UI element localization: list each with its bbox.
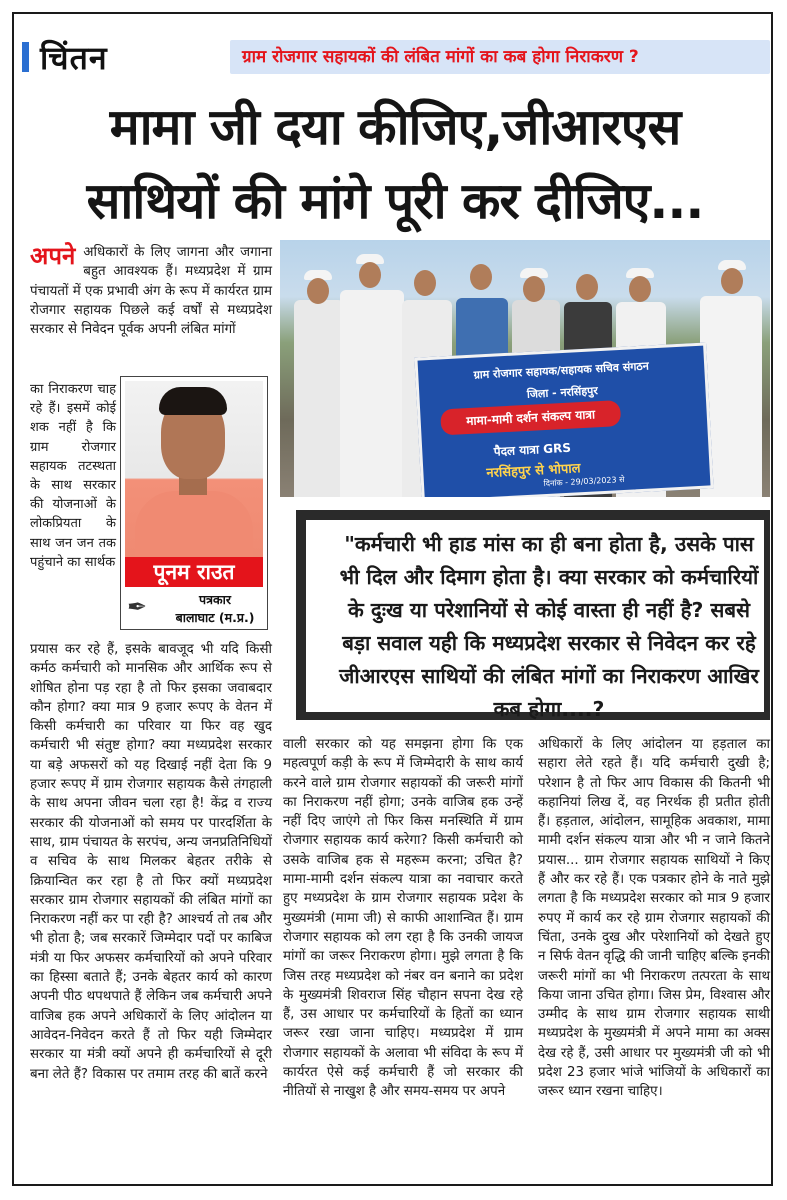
- banner-line-5: नरसिंहपुर से भोपाल: [486, 461, 581, 482]
- author-box: [120, 376, 268, 630]
- article-narrow-column: का निराकरण चाह रहे हैं। इसमें कोई शक नहीं है कि ग्राम रोजगार सहायक तटस्थता के साथ सरकार की योजनाओं के लोकप्रियता के साथ जन जन तक पहुंचाने का सार्थक: [30, 382, 116, 570]
- lead-text: अधिकारों के लिए जागना और जगाना बहुत आवश्यक हैं। मध्यप्रदेश में ग्राम पंचायतों में एक प्रभावी अंग के रूप में कार्यरत ग्राम रोजगार सहायक पिछले कई वर्षों से मध्यप्रदेश सरकार से निवेदन पूर्वक अपनी लंबित मांगों: [30, 245, 272, 338]
- pull-quote: "कर्मचारी भी हाड मांस का ही बना होता है, उसके पास भी दिल और दिमाग होता है। क्या सरकार को कर्मचारियों के दुःख या परेशानियों से कोई वास्ता ही नहीं है? सबसे बड़ा सवाल यही कि मध्यप्रदेश सरकार से निवेदन कर रहे जीआरएस साथियों की लंबित मांगों का निराकरण आखिर कब होगा....?: [339, 532, 759, 721]
- article-lead: [30, 243, 272, 339]
- author-place: बालाघाट (म.प्र.): [175, 610, 255, 625]
- author-name: पूनम राउत: [125, 557, 263, 587]
- banner-line-6: दिनांक - 29/03/2023 से: [543, 474, 625, 489]
- headline-line-1: मामा जी दया कीजिए,जीआरएस: [109, 98, 681, 156]
- drop-word: अपने: [30, 242, 76, 270]
- rally-photo: [280, 240, 770, 497]
- banner-line-4: पैदल यात्रा GRS: [493, 440, 572, 459]
- rally-banner: [414, 342, 713, 497]
- kicker-text: ग्राम रोजगार सहायकों की लंबित मांगों का कब होगा निराकरण ?: [242, 47, 639, 67]
- headline-line-2: साथियों की मांगे पूरी कर दीजिए...: [86, 172, 704, 230]
- article-left-column: प्रयास कर रहे हैं, इसके बावजूद भी यदि किसी कर्मठ कर्मचारी को मानसिक और आर्थिक रूप से शोषित होना पड़ रहा है तो फिर इसका जवाबदार कौन होगा? क्या मात्र 9 हजार रूपए के वेतन में किसी कर्मचारी का परिवार या फिर वह खुद कर्मचारी भी संतुष्ट होगा? क्या मध्यप्रदेश सरकार या बड़े अफसरों को यह दिखाई नहीं देता कि 9 हजार रूपए में ग्राम रोजगार सहायक कैसे तंगहाली के साथ अपना जीवन चला रहा है! केंद्र व राज्य सरकार की योजनाओं को समय पर पारदर्शिता के साथ, ग्राम पंचायत के सरपंच, अन्य जनप्रतिनिधियों व सचिव के साथ मिलकर बेहतर तरीके से क्रियान्वित कर रहा है तो फिर क्यों मध्यप्रदेश सरकार ग्राम रोजगार सहायकों की लंबित मांगों का निराकरण नहीं कर पा रही है? आश्चर्य तो तब और भी होता है; जब सरकारें जिम्मेदार पदों पर काबिज मंत्री या फिर अफसर कर्मचारियों को अपने परिवार का हिस्सा बताते हैं; उनके बेहतर कार्य को कारण अपनी पीठ थपथपाते हैं लेकिन जब कर्मचारी अपने वाजिब हक अपने अधिकारों के लिए आंदोलन या आवेदन-निवेदन करते हैं तो फिर यही जिम्मेदार सरकार या मंत्री क्यों अपने ही कर्मचारियों से दूरी बना लेते हैं? विकास पर तमाम तरह की बातें करने: [30, 642, 272, 1082]
- banner-line-2: जिला - नरसिंहपुर: [526, 384, 599, 401]
- banner-line-3: मामा-मामी दर्शन संकल्प यात्रा: [440, 400, 621, 435]
- article-right-column: अधिकारों के लिए आंदोलन या हड़ताल का सहारा लेते रहते हैं। यदि कर्मचारी दुखी है; परेशान है तो फिर आप विकास की कितनी भी कहानियां लिख दें, वह निरर्थक ही प्रतीत होती हैं। हड़ताल, आंदोलन, सामूहिक अवकाश, मामा मामी दर्शन संकल्प यात्रा और भी न जाने कितने प्रयास... ग्राम रोजगार सहायक साथियों ने किए हैं और कर रहे हैं। एक पत्रकार होने के नाते मुझे लगता है कि मध्यप्रदेश सरकार को मात्र 9 हजार रुपए में कार्य कर रहे ग्राम रोजगार सहायकों की चिंता, उनके दुख और परेशानियों को देखते हुए न सिर्फ वेतन वृद्धि की जानी चाहिए बल्कि इनकी जरूरी मांगों का भी निराकरण तत्परता के साथ किया जाना उचित होगा। जिस प्रेम, विश्वास और उम्मीद के साथ ग्राम रोजगार सहायक साथी मध्यप्रदेश के मुख्यमंत्री में अपने मामा का अक्स देख रहे हैं, उसी आधार पर मुख्यमंत्री जी को भी प्रदेश 23 हजार भांजे भांजियों के अधिकारों का जरूर ध्यान रखना चाहिए।: [538, 737, 770, 1100]
- author-photo: [125, 381, 263, 557]
- quill-icon: ✒: [127, 593, 148, 621]
- author-role: पत्रकार: [199, 592, 231, 607]
- section-accent-bar: [22, 42, 29, 72]
- banner-line-1: ग्राम रोजगार सहायक/सहायक सचिव संगठन: [473, 359, 650, 382]
- section-label: चिंतन: [40, 39, 108, 77]
- article-middle-column: वाली सरकार को यह समझना होगा कि एक महत्वपूर्ण कड़ी के रूप में जिम्मेदारी के साथ कार्य करने वाले ग्राम रोजगार सहायकों की जरूरी मांगों का निराकरण नहीं होगा; उनके वाजिब हक उन्हें नहीं दिए जाएंगे तो फिर किस मनस्थिति में ग्राम रोजगार सहायक कार्य करेगा? किसी कर्मचारी को उसके वाजिब हक से महरूम करना; उचित है? मामा-मामी दर्शन संकल्प यात्रा का नवाचार करते हुए मध्यप्रदेश के ग्राम रोजगार सहायक प्रदेश के मुख्यमंत्री (मामा जी) से काफी आशान्वित हैं। ग्राम रोजगार सहायक को लग रहा है कि उनकी जायज मांगों का जरूर निराकरण होगा। मुझे लगता है कि जिस तरह मध्यप्रदेश को नंबर वन बनाने का प्रदेश के मुख्यमंत्री शिवराज सिंह चौहान सपना देख रहे हैं, उस आधार पर कर्मचारियों के हितों का ध्यान जरूर रखा जाना चाहिए। मध्यप्रदेश में ग्राम रोजगार सहायकों के अलावा भी संविदा के रूप में कार्यरत ऐसे कई कर्मचारी हैं जो सरकार की नीतियों से नाखुश है और समय-समय पर अपने: [283, 737, 523, 1100]
